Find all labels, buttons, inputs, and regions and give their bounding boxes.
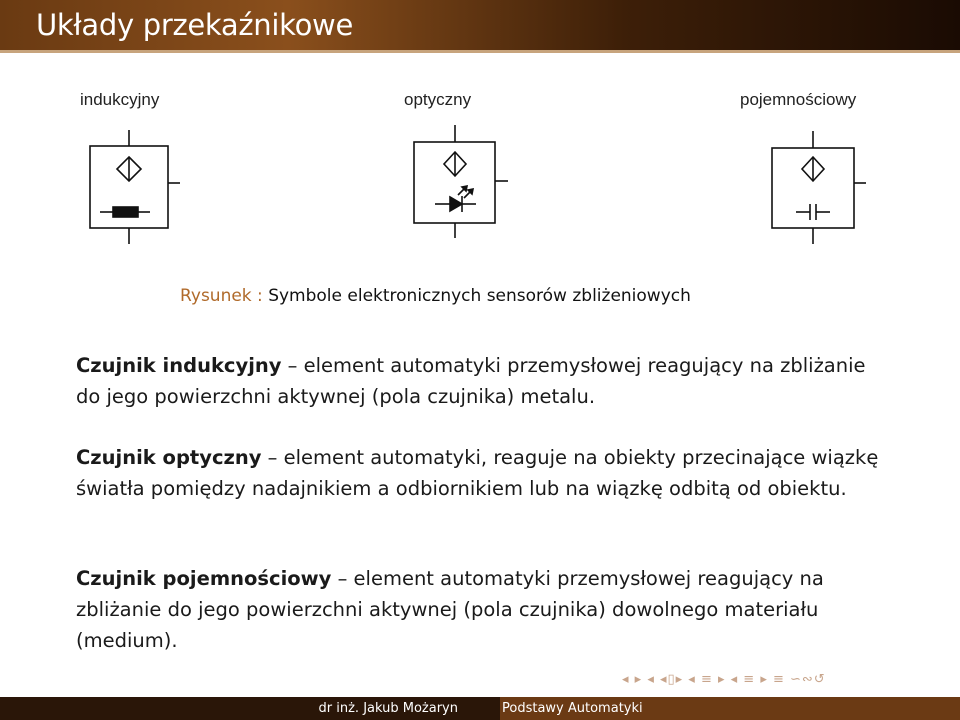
definition-inductive: – element automatyki przemysłowej reagujący na zbliżanie do jego powierzchni aktywnej (pola czujnika) metalu.: [76, 354, 866, 408]
capacitive-sensor-symbol: [772, 131, 866, 244]
term-inductive: Czujnik indukcyjny: [76, 354, 282, 377]
beamer-navigation-icons[interactable]: ◂ ▸ ◂ ◂▯▸ ◂ ≡ ▸ ◂ ≡ ▸ ≡ ∽∾↺: [622, 672, 826, 687]
label-optical: optyczny: [404, 90, 472, 109]
slide-title: Układy przekaźnikowe: [36, 8, 353, 42]
caption-prefix: Rysunek :: [180, 286, 263, 306]
paragraph-capacitive: [76, 563, 896, 656]
term-capacitive: Czujnik pojemnościowy: [76, 567, 332, 590]
definition-capacitive: – element automatyki przemysłowej reagujący na zbliżanie do jego powierzchni aktywnej (pola czujnika) dowolnego materiału (medium).: [76, 567, 824, 652]
caption-text: Symbole elektronicznych sensorów zbliżeniowych: [268, 286, 691, 306]
paragraph-inductive: [76, 350, 896, 412]
label-capacitive: pojemnościowy: [740, 90, 857, 109]
paragraph-optical: [76, 442, 896, 504]
term-optical: Czujnik optyczny: [76, 446, 262, 469]
footer-course: Podstawy Automatyki: [500, 697, 960, 720]
sensor-symbols-figure: [0, 0, 960, 260]
figure-caption: [180, 286, 691, 306]
inductive-sensor-symbol: [90, 130, 180, 244]
slide-footer: [0, 697, 960, 720]
optical-sensor-symbol: [414, 125, 508, 238]
label-inductive: indukcyjny: [80, 90, 160, 109]
definition-optical: – element automatyki, reaguje na obiekty przecinające wiązkę światła pomiędzy nadajnikiem a odbiornikiem lub na wiązkę odbitą od obiektu.: [76, 446, 879, 500]
footer-author: dr inż. Jakub Możaryn: [0, 697, 500, 720]
